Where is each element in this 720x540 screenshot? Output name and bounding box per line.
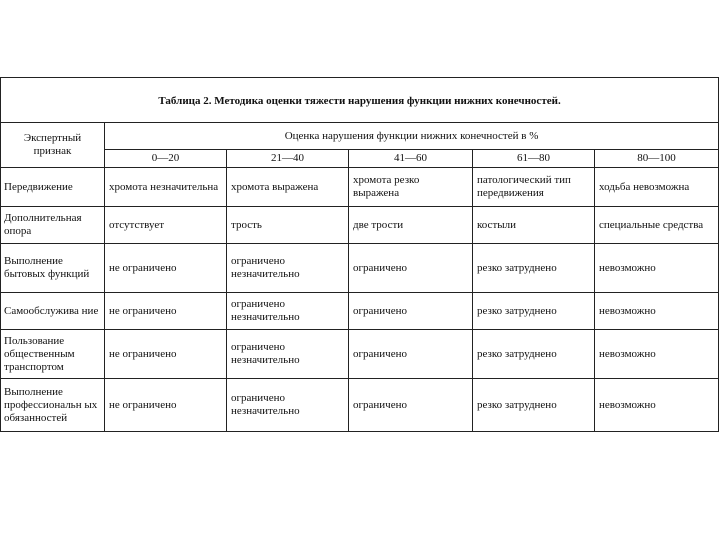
table-cell: не ограничено xyxy=(105,379,227,432)
range-header: 21—40 xyxy=(227,150,349,168)
feature-cell: Выполнение профессиональн ых обязанностей xyxy=(1,379,105,432)
table-cell: хромота выражена xyxy=(227,168,349,207)
table-cell: хромота резко выражена xyxy=(349,168,473,207)
table-cell: не ограничено xyxy=(105,244,227,293)
table-cell: патологический тип передвижения xyxy=(473,168,595,207)
feature-cell: Дополнительная опора xyxy=(1,207,105,244)
range-header: 80—100 xyxy=(595,150,719,168)
table-cell: невозможно xyxy=(595,244,719,293)
feature-cell: Пользование общественным транспортом xyxy=(1,330,105,379)
table-cell: резко затруднено xyxy=(473,244,595,293)
feature-cell: Передвижение xyxy=(1,168,105,207)
table-cell: не ограничено xyxy=(105,330,227,379)
table-cell: ходьба невозможна xyxy=(595,168,719,207)
table-cell: трость xyxy=(227,207,349,244)
assessment-table-container xyxy=(0,77,720,432)
table-cell: резко затруднено xyxy=(473,293,595,330)
table-cell: невозможно xyxy=(595,293,719,330)
table-cell: ограничено xyxy=(349,293,473,330)
table-cell: ограничено xyxy=(349,330,473,379)
table-cell: невозможно xyxy=(595,379,719,432)
table-cell: хромота незначительна xyxy=(105,168,227,207)
assessment-table xyxy=(0,77,719,432)
table-title: Таблица 2. Методика оценки тяжести нарушения функции нижних конечностей. xyxy=(1,78,719,123)
table-cell: не ограничено xyxy=(105,293,227,330)
table-cell: ограничено xyxy=(349,244,473,293)
table-row xyxy=(1,244,719,293)
table-row xyxy=(1,330,719,379)
table-cell: ограничено xyxy=(349,379,473,432)
table-cell: специальные средства xyxy=(595,207,719,244)
table-row xyxy=(1,379,719,432)
range-header: 0—20 xyxy=(105,150,227,168)
table-row xyxy=(1,293,719,330)
table-cell: ограничено незначительно xyxy=(227,379,349,432)
feature-cell: Самообслужива ние xyxy=(1,293,105,330)
table-cell: ограничено незначительно xyxy=(227,330,349,379)
table-cell: резко затруднено xyxy=(473,330,595,379)
table-cell: резко затруднено xyxy=(473,379,595,432)
range-header: 41—60 xyxy=(349,150,473,168)
table-cell: костыли xyxy=(473,207,595,244)
table-cell: ограничено незначительно xyxy=(227,244,349,293)
table-row xyxy=(1,168,719,207)
table-cell: отсутствует xyxy=(105,207,227,244)
table-cell: невозможно xyxy=(595,330,719,379)
table-row xyxy=(1,207,719,244)
feature-cell: Выполнение бытовых функций xyxy=(1,244,105,293)
range-header: 61—80 xyxy=(473,150,595,168)
group-header: Оценка нарушения функции нижних конечностей в % xyxy=(105,123,719,150)
feature-column-header: Экспертный признак xyxy=(1,123,105,168)
table-cell: ограничено незначительно xyxy=(227,293,349,330)
table-cell: две трости xyxy=(349,207,473,244)
